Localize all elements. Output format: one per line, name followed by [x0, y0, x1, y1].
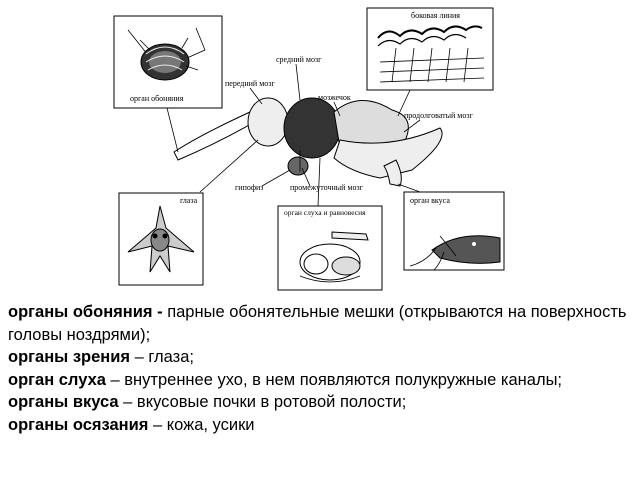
text-line-taste	[8, 391, 634, 414]
term-olfaction: органы обоняния -	[8, 303, 163, 321]
term-hearing: орган слуха	[8, 370, 106, 389]
eyes-panel	[119, 193, 203, 285]
desc-taste: – вкусовые почки в ротовой полости;	[118, 393, 407, 412]
label-diencephalon: промежуточный мозг	[290, 183, 363, 192]
label-midbrain: средний мозг	[276, 55, 322, 64]
fish-brain-drawing	[174, 98, 442, 186]
desc-vision: – глаза;	[130, 348, 194, 367]
text-line-vision	[8, 346, 634, 369]
term-taste: органы вкуса	[8, 393, 119, 412]
olfactory-organ-panel	[114, 16, 222, 108]
label-taste-organ: орган вкуса	[410, 196, 450, 205]
text-line-hearing	[8, 369, 634, 392]
desc-touch: – кожа, усики	[148, 415, 255, 434]
label-eyes: глаза	[180, 196, 198, 205]
desc-olfaction: парные обонятельные мешки (открываются на поверхность головы ноздрями);	[8, 303, 627, 344]
term-touch: органы осязания	[8, 415, 149, 434]
label-cerebellum: мозжечок	[318, 93, 351, 102]
label-olfactory-organ: орган обоняния	[130, 94, 184, 103]
lateral-line-panel	[367, 8, 493, 90]
text-line-olfaction	[8, 301, 634, 346]
desc-hearing: – внутреннее ухо, в нем появляются полукружные каналы;	[105, 370, 563, 389]
sense-organs-description	[8, 301, 634, 437]
label-pituitary: гипофиз	[235, 183, 264, 192]
label-medulla: продолговатый мозг	[404, 111, 473, 120]
term-vision: органы зрения	[8, 348, 131, 367]
label-forebrain: передний мозг	[225, 79, 275, 88]
text-line-touch	[8, 414, 634, 437]
label-lateral-line: боковая линия	[411, 11, 460, 20]
label-hearing-organ: орган слуха и равновесия	[284, 208, 366, 217]
hearing-panel	[278, 206, 382, 290]
taste-panel	[404, 192, 504, 270]
